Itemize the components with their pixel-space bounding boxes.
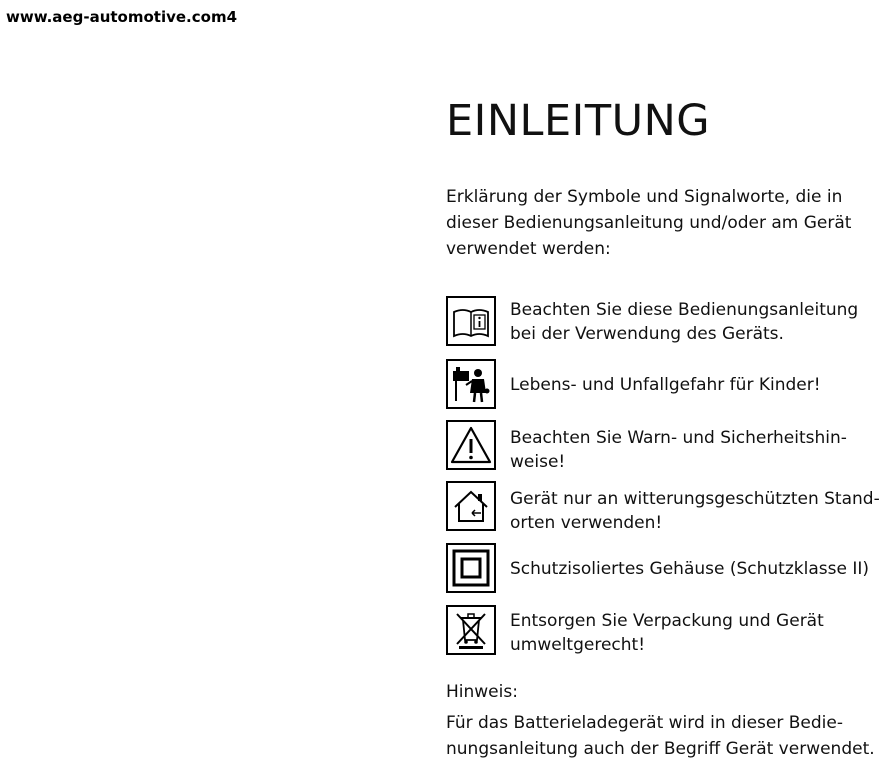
symbol-text bbox=[510, 373, 880, 397]
symbol-text-line: umweltgerecht! bbox=[510, 635, 646, 655]
child-hazard-icon bbox=[446, 359, 496, 409]
header-url[interactable]: www.aeg-automotive.com4 bbox=[6, 8, 238, 26]
symbol-text-line: Beachten Sie Warn- und Sicherheitshin- bbox=[510, 428, 847, 448]
symbol-text-line: orten verwenden! bbox=[510, 513, 663, 533]
symbol-text-line: Beachten Sie diese Bedienungsanleitung bbox=[510, 300, 859, 320]
intro-line: Erklärung der Symbole und Signalworte, die in bbox=[446, 187, 843, 207]
symbol-text-line: Lebens- und Unfallgefahr für Kinder! bbox=[510, 375, 821, 395]
symbol-text-line: Schutzisoliertes Gehäuse (Schutzklasse II) bbox=[510, 559, 869, 579]
intro-line: verwendet werden: bbox=[446, 239, 611, 259]
intro-paragraph bbox=[446, 184, 866, 262]
double-insulation-icon bbox=[446, 543, 496, 593]
note-text-line: nungsanleitung auch der Begriff Gerät verwendet. bbox=[446, 739, 875, 759]
symbol-text bbox=[510, 487, 880, 535]
page-title: EINLEITUNG bbox=[446, 96, 711, 146]
manual-info-icon bbox=[446, 296, 496, 346]
note-text bbox=[446, 710, 876, 762]
warning-triangle-icon bbox=[446, 420, 496, 470]
symbol-text-line: bei der Verwendung des Geräts. bbox=[510, 324, 784, 344]
indoor-use-house-icon bbox=[446, 481, 496, 531]
symbol-text bbox=[510, 426, 880, 474]
symbol-text bbox=[510, 609, 880, 657]
symbol-text-line: weise! bbox=[510, 452, 566, 472]
symbol-text-line: Entsorgen Sie Verpackung und Gerät bbox=[510, 611, 824, 631]
symbol-text bbox=[510, 298, 880, 346]
symbol-text-line: Gerät nur an witterungsgeschützten Stand- bbox=[510, 489, 880, 509]
intro-line: dieser Bedienungsanleitung und/oder am Gerät bbox=[446, 213, 852, 233]
crossed-bin-icon bbox=[446, 605, 496, 655]
note-text-line: Für das Batterieladegerät wird in dieser Bedie- bbox=[446, 713, 843, 733]
note-label: Hinweis: bbox=[446, 682, 518, 702]
symbol-text bbox=[510, 557, 880, 581]
